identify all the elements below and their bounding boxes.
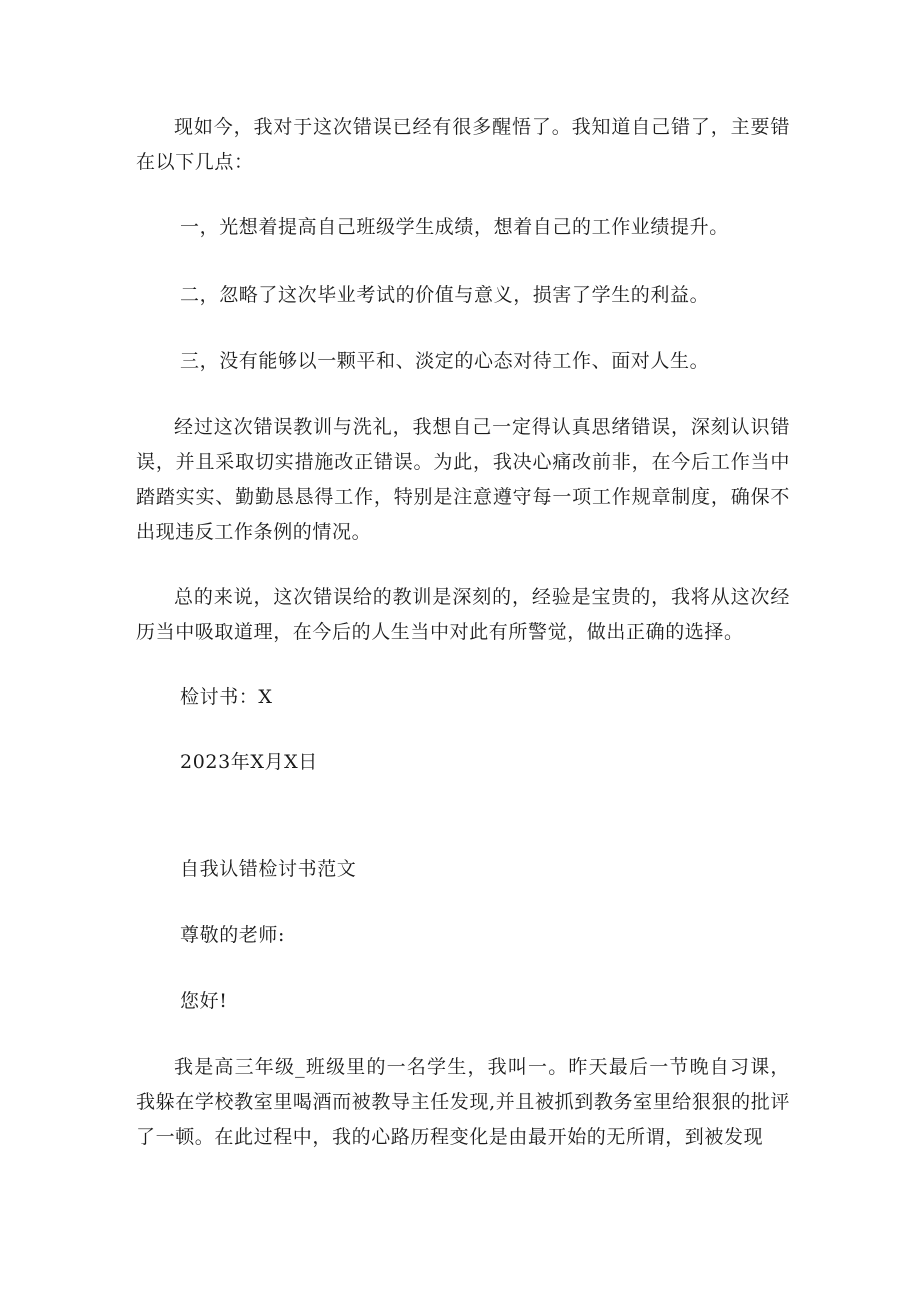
- paragraph-conclusion: 总的来说，这次错误给的教训是深刻的，经验是宝贵的，我将从这次经历当中吸取道理，在今后的人生当中对此有所警觉，做出正确的选择。: [136, 586, 790, 643]
- signature: 检讨书：X: [180, 686, 273, 708]
- date: 2023年X月X日: [180, 751, 318, 773]
- greeting: 您好!: [180, 990, 228, 1012]
- paragraph-point-one: 一，光想着提高自己班级学生成绩，想着自己的工作业绩提升。: [180, 216, 729, 238]
- paragraph-realization: 现如今，我对于这次错误已经有很多醒悟了。我知道自己错了，主要错在以下几点：: [136, 116, 790, 173]
- paragraph-correction: 经过这次错误教训与洗礼，我想自己一定得认真思绪错误，深刻认识错误，并且采取切实措施改正错误。为此，我决心痛改前非，在今后工作当中踏踏实实、勤勤恳恳得工作，特别是注意遵守每一项工作规章制度，确保不出现违反工作条例的情况。: [136, 416, 790, 543]
- section-title: 自我认错检讨书范文: [180, 858, 357, 880]
- salutation: 尊敬的老师:: [180, 924, 286, 946]
- paragraph-point-three: 三，没有能够以一颗平和、淡定的心态对待工作、面对人生。: [180, 350, 710, 372]
- paragraph-point-two: 二，忽略了这次毕业考试的价值与意义，损害了学生的利益。: [180, 284, 710, 306]
- paragraph-body: 我是高三年级_班级里的一名学生，我叫一。昨天最后一节晚自习课，我躲在学校教室里喝酒而被教导主任发现,并且被抓到教务室里给狠狠的批评了一顿。在此过程中，我的心路历程变化是由最开始的无所谓，到被发现: [136, 1056, 790, 1148]
